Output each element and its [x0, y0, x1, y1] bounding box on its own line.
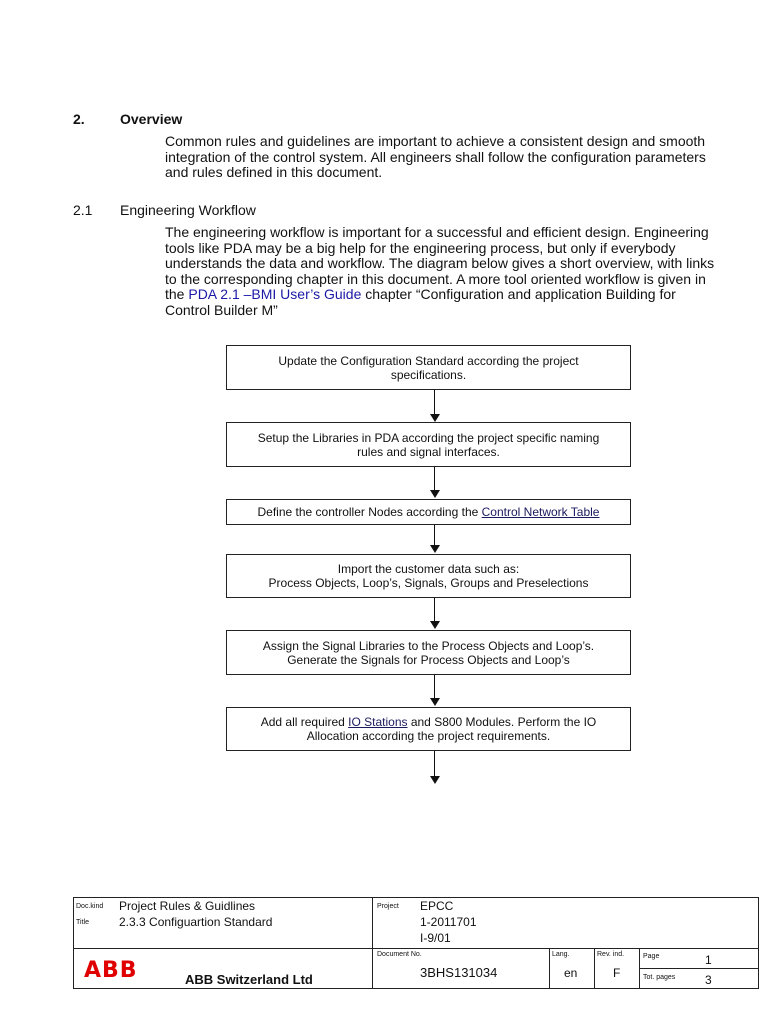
workflow-step-4: [226, 554, 631, 598]
arrow-head: [430, 621, 440, 629]
text: the: [165, 286, 189, 302]
page-value: 1: [705, 953, 712, 967]
project-value: EPCC: [420, 899, 454, 913]
pda-guide-link[interactable]: PDA 2.1 –BMI User’s Guide: [188, 286, 362, 302]
arrow-head: [430, 490, 440, 498]
step-text: [258, 505, 600, 519]
step-text: Allocation according the project requirements.: [306, 729, 551, 743]
divider: [594, 948, 595, 989]
section-number: 2.: [73, 111, 85, 127]
paragraph-line: tools like PDA may be a big help for the engineering process, but only if everybody: [165, 239, 676, 256]
step-text: Generate the Signals for Process Objects and Loop’s: [287, 652, 570, 667]
text: chapter “Configuration and application Building for: [361, 286, 676, 302]
section-title: Overview: [120, 111, 183, 127]
step-text: [261, 715, 597, 729]
step-text: Import the customer data such as:: [337, 562, 520, 576]
flow-arrow: [434, 675, 435, 698]
overview-paragraph: [165, 134, 745, 181]
project-value: I-9/01: [420, 931, 451, 945]
step-text: Process Objects, Loop’s, Signals, Groups and Preselections: [268, 576, 589, 590]
workflow-step-6: [226, 707, 631, 751]
paragraph-line: to the corresponding chapter in this document. A more tool oriented workflow is given in: [165, 270, 706, 287]
rev-value: F: [613, 966, 621, 980]
arrow-head: [430, 545, 440, 553]
doc-kind-label: Doc.kind: [76, 903, 104, 910]
divider: [372, 948, 759, 949]
paragraph-line: The engineering workflow is important for a successful and efficient design. Engineering: [165, 224, 709, 240]
divider: [372, 897, 373, 989]
document-no-label: Document No.: [377, 951, 422, 958]
step-text: Assign the Signal Libraries to the Process Objects and Loop’s.: [262, 638, 595, 653]
workflow-step-1: [226, 345, 631, 390]
rev-label: Rev. ind.: [597, 951, 625, 958]
step-text: Update the Configuration Standard according the project: [278, 353, 579, 368]
text: Add all required: [260, 715, 349, 729]
project-value: 1-2011701: [420, 915, 477, 929]
doc-kind-value: Project Rules & Guidlines: [119, 899, 256, 913]
divider: [639, 968, 759, 969]
workflow-paragraph: [165, 225, 755, 318]
text: and S800 Modules. Perform the IO: [407, 715, 597, 729]
workflow-step-3: [226, 499, 631, 525]
arrow-head: [430, 776, 440, 784]
lang-label: Lang.: [552, 951, 570, 958]
abb-logo: ABB: [84, 958, 138, 983]
paragraph-line: [165, 287, 755, 303]
total-pages-label: Tot. pages: [643, 974, 676, 981]
document-no-value: 3BHS131034: [420, 965, 498, 980]
arrow-head: [430, 414, 440, 422]
step-text: specifications.: [390, 367, 467, 382]
paragraph-line: Control Builder M”: [165, 301, 278, 318]
subsection-number: 2.1: [73, 202, 93, 218]
workflow-step-2: [226, 422, 631, 467]
text: Define the controller Nodes according the: [257, 505, 482, 519]
page-label: Page: [643, 953, 660, 960]
paragraph-line: and rules defined in this document.: [165, 164, 383, 180]
flow-arrow: [434, 525, 435, 545]
paragraph-line: understands the data and workflow. The diagram below gives a short overview, with links: [165, 255, 715, 271]
divider: [73, 948, 373, 949]
flow-arrow: [434, 751, 435, 776]
divider: [549, 948, 550, 989]
step-text: Setup the Libraries in PDA according the project specific naming: [257, 430, 600, 445]
workflow-step-5: [226, 630, 631, 675]
arrow-head: [430, 698, 440, 706]
lang-value: en: [564, 966, 578, 980]
title-label: Title: [76, 919, 89, 926]
total-pages-value: 3: [705, 973, 712, 987]
subsection-title: Engineering Workflow: [120, 202, 256, 218]
flow-arrow: [434, 390, 435, 414]
io-stations-link[interactable]: IO Stations: [348, 715, 408, 729]
step-text: rules and signal interfaces.: [357, 444, 500, 459]
paragraph-line: integration of the control system. All engineers shall follow the configuration parameters: [165, 148, 706, 165]
flow-arrow: [434, 467, 435, 490]
project-label: Project: [377, 903, 399, 910]
paragraph-line: Common rules and guidelines are important to achieve a consistent design and smooth: [165, 133, 706, 149]
control-network-table-link[interactable]: Control Network Table: [481, 505, 600, 519]
title-value: 2.3.3 Configuartion Standard: [119, 915, 273, 929]
company-name: ABB Switzerland Ltd: [185, 972, 313, 987]
flow-arrow: [434, 598, 435, 621]
